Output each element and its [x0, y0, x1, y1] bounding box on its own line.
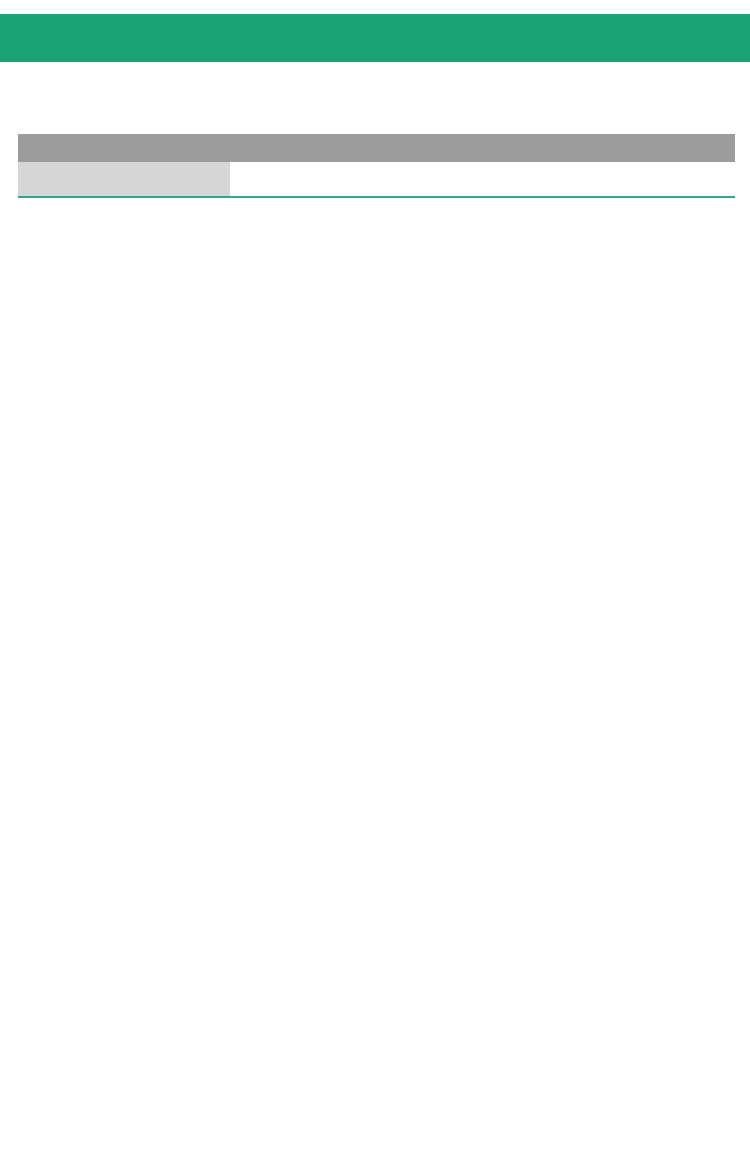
- spec-table: [18, 134, 735, 198]
- spec-table-title: [18, 134, 735, 162]
- model-header-row: [18, 162, 735, 198]
- banner: [0, 14, 750, 62]
- model-header-spacer: [18, 162, 230, 196]
